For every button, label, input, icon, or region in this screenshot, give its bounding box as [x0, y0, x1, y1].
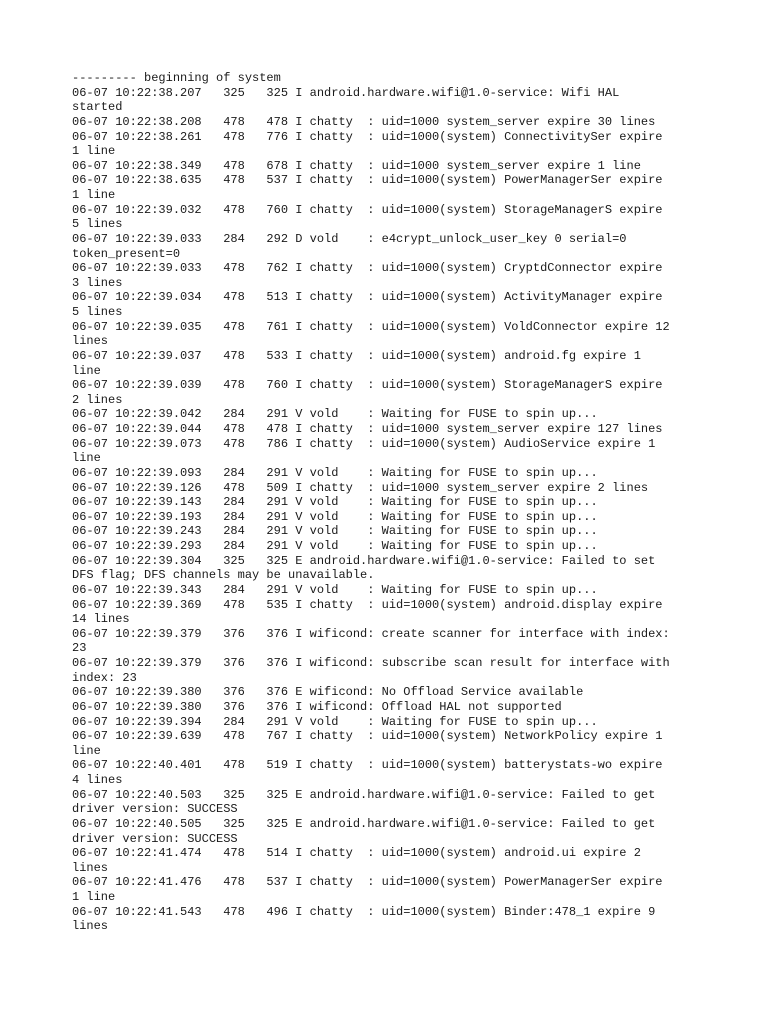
- log-line: 06-07 10:22:39.379 376 376 I wificond: create scanner for interface with index:: [72, 626, 670, 641]
- log-line: 06-07 10:22:40.401 478 519 I chatty : uid=1000(system) batterystats-wo expire: [72, 758, 663, 773]
- log-line: line: [72, 363, 101, 378]
- log-line: 06-07 10:22:39.093 284 291 V vold : Waiting for FUSE to spin up...: [72, 465, 598, 480]
- log-line: 06-07 10:22:41.476 478 537 I chatty : uid=1000(system) PowerManagerSer expire: [72, 875, 663, 890]
- log-line: 14 lines: [72, 612, 130, 627]
- log-line: 1 line: [72, 188, 116, 202]
- log-line: 06-07 10:22:39.343 284 291 V vold : Waiting for FUSE to spin up...: [72, 582, 598, 597]
- log-line: lines: [72, 860, 109, 875]
- log-line: 06-07 10:22:39.126 478 509 I chatty : uid=1000 system_server expire 2 lines: [72, 480, 649, 495]
- log-line: 4 lines: [72, 773, 123, 787]
- log-line: 06-07 10:22:41.474 478 514 I chatty : uid=1000(system) android.ui expire 2: [72, 846, 641, 861]
- log-line: 06-07 10:22:39.039 478 760 I chatty : uid=1000(system) StorageManagerS expire: [72, 378, 663, 393]
- log-text: [72, 71, 712, 934]
- log-line: 06-07 10:22:39.037 478 533 I chatty : uid=1000(system) android.fg expire 1: [72, 348, 641, 363]
- log-line: 06-07 10:22:39.034 478 513 I chatty : uid=1000(system) ActivityManager expire: [72, 290, 663, 305]
- log-line: 06-07 10:22:39.394 284 291 V vold : Waiting for FUSE to spin up...: [72, 714, 598, 729]
- log-line: started: [72, 100, 123, 115]
- log-line: 23: [72, 641, 87, 656]
- log-line: 06-07 10:22:40.505 325 325 E android.hardware.wifi@1.0-service: Failed to get: [72, 816, 656, 831]
- log-line: 1 line: [72, 144, 116, 159]
- log-line: DFS flag; DFS channels may be unavailable.: [72, 568, 375, 583]
- log-line: 1 line: [72, 890, 116, 904]
- log-line: 2 lines: [72, 392, 123, 407]
- log-line: 06-07 10:22:38.207 325 325 I android.hardware.wifi@1.0-service: Wifi HAL: [72, 85, 620, 100]
- log-line: 06-07 10:22:39.380 376 376 I wificond: Offload HAL not supported: [72, 699, 562, 714]
- log-line: 3 lines: [72, 275, 123, 290]
- log-line: line: [72, 743, 101, 758]
- log-line: 06-07 10:22:39.369 478 535 I chatty : uid=1000(system) android.display expire: [72, 597, 663, 612]
- log-line: 06-07 10:22:39.380 376 376 E wificond: No Offload Service available: [72, 685, 584, 700]
- log-line: 06-07 10:22:38.261 478 776 I chatty : uid=1000(system) ConnectivitySer expire: [72, 129, 663, 144]
- log-line: 06-07 10:22:39.073 478 786 I chatty : uid=1000(system) AudioService expire 1: [72, 436, 656, 451]
- log-line: 06-07 10:22:40.503 325 325 E android.hardware.wifi@1.0-service: Failed to get: [72, 787, 656, 802]
- log-line: 06-07 10:22:39.035 478 761 I chatty : uid=1000(system) VoldConnector expire 12: [72, 319, 670, 334]
- log-line: 06-07 10:22:39.143 284 291 V vold : Waiting for FUSE to spin up...: [72, 495, 598, 510]
- log-line: token_present=0: [72, 246, 181, 261]
- log-line: 06-07 10:22:41.543 478 496 I chatty : uid=1000(system) Binder:478_1 expire 9: [72, 904, 656, 919]
- log-line: 06-07 10:22:39.042 284 291 V vold : Waiting for FUSE to spin up...: [72, 407, 598, 422]
- log-line: 06-07 10:22:39.639 478 767 I chatty : uid=1000(system) NetworkPolicy expire 1: [72, 729, 663, 744]
- log-line: 06-07 10:22:38.635 478 537 I chatty : uid=1000(system) PowerManagerSer expire: [72, 173, 663, 188]
- log-line: 06-07 10:22:38.349 478 678 I chatty : uid=1000 system_server expire 1 line: [72, 158, 641, 173]
- log-line: lines: [72, 919, 109, 934]
- log-line: index: 23: [72, 670, 137, 685]
- log-line: line: [72, 451, 101, 466]
- log-line: 06-07 10:22:39.293 284 291 V vold : Waiting for FUSE to spin up...: [72, 539, 598, 553]
- log-line: 5 lines: [72, 305, 123, 319]
- log-line: driver version: SUCCESS: [72, 802, 238, 817]
- log-line: 06-07 10:22:39.033 284 292 D vold : e4crypt_unlock_user_key 0 serial=0: [72, 231, 627, 246]
- log-line: 06-07 10:22:39.304 325 325 E android.hardware.wifi@1.0-service: Failed to set: [72, 553, 656, 568]
- document-page: [72, 71, 712, 934]
- log-line: driver version: SUCCESS: [72, 831, 238, 846]
- log-line: --------- beginning of system: [72, 71, 281, 85]
- log-line: 06-07 10:22:39.033 478 762 I chatty : uid=1000(system) CryptdConnector expire: [72, 261, 663, 276]
- log-line: 06-07 10:22:39.032 478 760 I chatty : uid=1000(system) StorageManagerS expire: [72, 202, 663, 217]
- log-line: lines: [72, 334, 109, 349]
- log-line: 06-07 10:22:39.243 284 291 V vold : Waiting for FUSE to spin up...: [72, 524, 598, 539]
- log-line: 06-07 10:22:38.208 478 478 I chatty : uid=1000 system_server expire 30 lines: [72, 114, 656, 129]
- log-line: 5 lines: [72, 217, 123, 232]
- log-line: 06-07 10:22:39.193 284 291 V vold : Waiting for FUSE to spin up...: [72, 509, 598, 524]
- log-line: 06-07 10:22:39.379 376 376 I wificond: subscribe scan result for interface with: [72, 656, 670, 670]
- log-line: 06-07 10:22:39.044 478 478 I chatty : uid=1000 system_server expire 127 lines: [72, 422, 663, 436]
